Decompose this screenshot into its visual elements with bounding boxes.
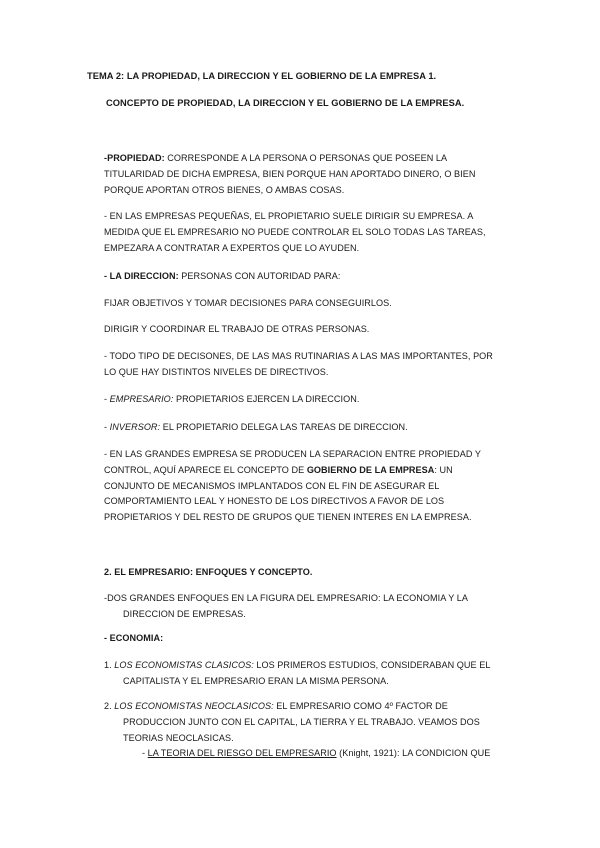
section-subtitle [106,96,464,112]
term-direccion: - LA DIRECCION: [104,271,179,281]
paragraph-dirigir: DIRIGIR Y COORDINAR EL TRABAJO DE OTRAS PERSONAS. [104,324,370,334]
subtitle-text: CONCEPTO DE PROPIEDAD, LA DIRECCION Y EL GOBIERNO DE LA EMPRESA. [106,98,465,108]
term-empresario: EMPRESARIO: [109,394,174,404]
paragraph-fijar-objetivos: FIJAR OBJETIVOS Y TOMAR DECISIONES PARA CONSEGUIRLOS. [104,298,392,308]
term-neoclasicos: LOS ECONOMISTAS NEOCLASICOS: [114,701,274,711]
list-item-neoclasicos: 2. LOS ECONOMISTAS NEOCLASICOS: EL EMPRESARIO COMO 4º FACTOR DE PRODUCCION JUNTO CON EL CAPITAL, LA TIERRA Y EL TRABAJO. VEAMOS DOS TEORIAS NEOCLASICAS. - LA TEORIA DEL RIESGO DEL EMPRESARIO (Knight, 1921): LA CONDICION QUE [104,699,490,762]
term-clasicos: LOS ECONOMISTAS CLASICOS: [114,660,254,670]
paragraph-gobierno-empresa: - EN LAS GRANDES EMPRESA SE PRODUCEN LA SEPARACION ENTRE PROPIEDAD Y CONTROL, AQUÍ APARECE EL CONCEPTO DE GOBIERNO DE LA EMPRESA: UN CONJUNTO DE MECANISMOS IMPLANTADOS CON EL FIN DE ASEGURAR EL COMPORTAMIENTO LEAL Y HONESTO DE LOS DIRECTIVOS A FAVOR DE LOS PROPIETARIOS Y DEL RESTO DE GRUPOS QUE TIENEN INTERES EN LA EMPRESA. [104,449,482,523]
paragraph-direccion: - LA DIRECCION: PERSONAS CON AUTORIDAD PARA: [104,271,341,281]
paragraph-pequenas-empresas: - EN LAS EMPRESAS PEQUEÑAS, EL PROPIETARIO SUELE DIRIGIR SU EMPRESA. A MEDIDA QUE EL EMPRESARIO NO PUEDE CONTROLAR EL SOLO TODAS LAS TAREAS, EMPEZARA A CONTRATAR A EXPERTOS QUE LO AYUDEN. [104,211,486,253]
paragraph-inversor: - INVERSOR: EL PROPIETARIO DELEGA LAS TAREAS DE DIRECCION. [104,422,408,432]
sub-item-teoria-riesgo: - LA TEORIA DEL RIESGO DEL EMPRESARIO (Knight, 1921): LA CONDICION QUE [142,748,491,759]
paragraph-enfoques: -DOS GRANDES ENFOQUES EN LA FIGURA DEL EMPRESARIO: LA ECONOMIA Y LA DIRECCION DE EMPRESAS. [104,593,468,619]
term-inversor: INVERSOR: [109,422,161,432]
teoria-riesgo-underlined: LA TEORIA DEL RIESGO DEL EMPRESARIO [147,748,337,759]
term-gobierno-empresa: GOBIERNO DE LA EMPRESA [306,464,435,475]
heading-economia: - ECONOMIA: [104,633,164,643]
document-title [87,69,436,85]
paragraph-empresario: - EMPRESARIO: PROPIETARIOS EJERCEN LA DIRECCION. [104,394,360,404]
paragraph-propiedad: -PROPIEDAD: CORRESPONDE A LA PERSONA O PERSONAS QUE POSEEN LA TITULARIDAD DE DICHA EMPRESA, BIEN PORQUE HAN APORTADO DINERO, O BIEN PORQUE APORTAN OTROS BIENES, O AMBAS COSAS. [104,153,476,195]
section-2-heading: 2. EL EMPRESARIO: ENFOQUES Y CONCEPTO. [104,567,313,577]
title-text: TEMA 2: LA PROPIEDAD, LA DIRECCION Y EL GOBIERNO DE LA EMPRESA 1. [87,71,437,81]
paragraph-decisiones: - TODO TIPO DE DECISONES, DE LAS MAS RUTINARIAS A LAS MAS IMPORTANTES, POR LO QUE HAY DISTINTOS NIVELES DE DIRECTIVOS. [104,351,493,377]
list-item-clasicos: 1. LOS ECONOMISTAS CLASICOS: LOS PRIMEROS ESTUDIOS, CONSIDERABAN QUE EL CAPITALISTA Y EL EMPRESARIO ERAN LA MISMA PERSONA. [104,660,491,686]
term-propiedad: -PROPIEDAD: [104,153,165,163]
